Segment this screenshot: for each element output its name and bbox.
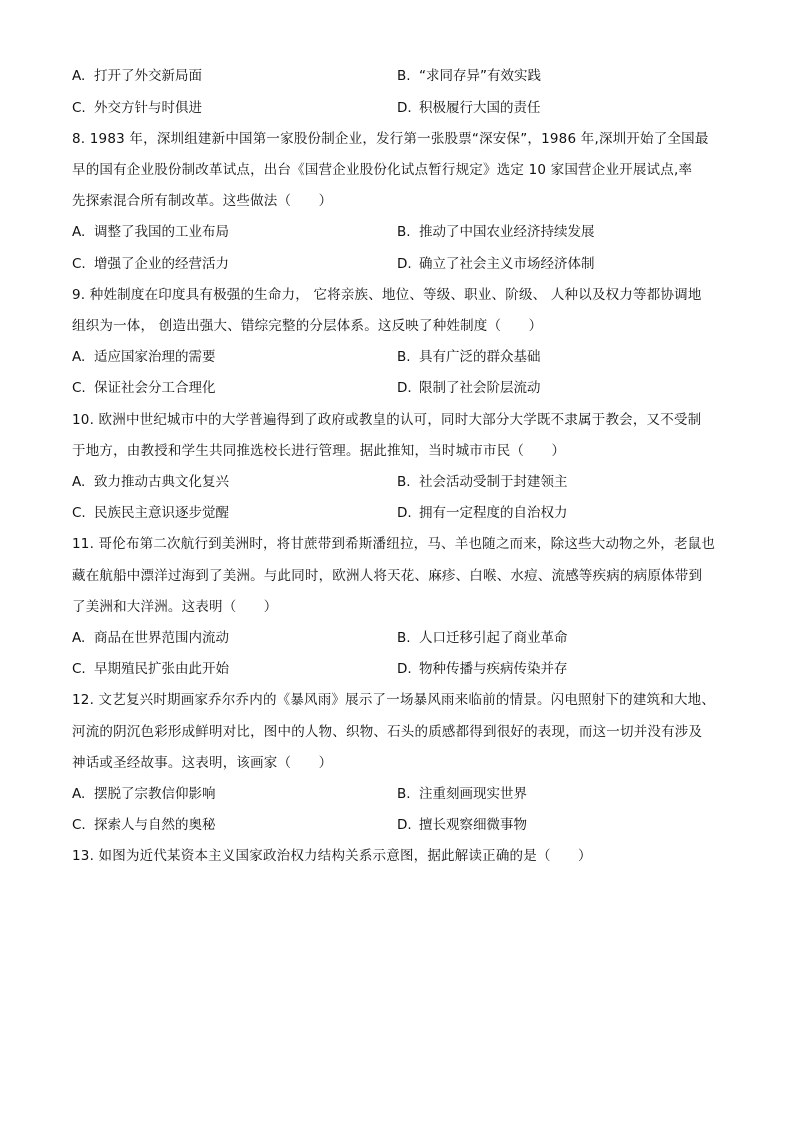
option-letter: B. bbox=[397, 68, 411, 84]
q11-option-b bbox=[397, 628, 568, 648]
option-text: 外交方针与时俱进 bbox=[94, 100, 202, 116]
option-text: 物种传播与疾病传染并存 bbox=[419, 661, 568, 677]
option-text: 调整了我国的工业布局 bbox=[94, 224, 229, 240]
option-text: 适应国家治理的需要 bbox=[94, 349, 216, 365]
option-letter: C. bbox=[72, 817, 86, 833]
option-text: 人口迁移引起了商业革命 bbox=[419, 630, 568, 646]
q7-option-d bbox=[397, 98, 541, 118]
option-letter: C. bbox=[72, 661, 86, 677]
option-letter: D. bbox=[397, 100, 412, 116]
option-letter: B. bbox=[397, 474, 411, 490]
q10-option-c bbox=[72, 503, 229, 523]
option-text: 具有广泛的群众基础 bbox=[419, 349, 541, 365]
q12-stem-line-1: 12. 文艺复兴时期画家乔尔乔内的《暴风雨》展示了一场暴风雨来临前的情景。闪电照射下的建筑和大地、 bbox=[72, 692, 716, 708]
option-text: 致力推动古典文化复兴 bbox=[94, 474, 229, 490]
option-text: 擅长观察细微事物 bbox=[419, 817, 527, 833]
q12-stem-line-2: 河流的阴沉色彩形成鲜明对比，图中的人物、织物、石头的质感都得到很好的表现，而这一切并没有涉及 bbox=[72, 724, 703, 740]
q7-option-a bbox=[72, 66, 202, 86]
q9-option-d bbox=[397, 378, 541, 398]
option-text: 摆脱了宗教信仰影响 bbox=[94, 786, 216, 802]
q11-stem-line-1: 11. 哥伦布第二次航行到美洲时，将甘蔗带到希斯潘纽拉，马、羊也随之而来，除这些大动物之外，老鼠也 bbox=[72, 536, 716, 552]
option-text: 积极履行大国的责任 bbox=[419, 100, 541, 116]
q9-option-a bbox=[72, 347, 216, 367]
option-text: 确立了社会主义市场经济体制 bbox=[419, 256, 595, 272]
q11-option-d bbox=[397, 659, 568, 679]
option-letter: D. bbox=[397, 817, 412, 833]
q11-stem-line-3: 了美洲和大洋洲。这表明（ ） bbox=[72, 599, 278, 615]
option-text: 社会活动受制于封建领主 bbox=[419, 474, 568, 490]
q10-stem-line-1: 10. 欧洲中世纪城市中的大学普遍得到了政府或教皇的认可，同时大部分大学既不隶属于教会，又不受制 bbox=[72, 412, 702, 428]
option-letter: B. bbox=[397, 630, 411, 646]
option-letter: A. bbox=[72, 68, 86, 84]
option-letter: C. bbox=[72, 256, 86, 272]
option-text: 限制了社会阶层流动 bbox=[419, 380, 541, 396]
q12-option-b bbox=[397, 784, 527, 804]
q9-stem-line-1: 9. 种姓制度在印度具有极强的生命力， 它将亲族、地位、等级、职业、阶级、 人种以及权力等都协调地 bbox=[72, 287, 702, 303]
q9-option-c bbox=[72, 378, 216, 398]
option-letter: C. bbox=[72, 380, 86, 396]
option-letter: D. bbox=[397, 256, 412, 272]
option-letter: C. bbox=[72, 100, 86, 116]
option-text: 增强了企业的经营活力 bbox=[94, 256, 229, 272]
q7-option-c bbox=[72, 98, 202, 118]
option-letter: A. bbox=[72, 349, 86, 365]
option-text: “求同存异”有效实践 bbox=[419, 68, 541, 84]
option-letter: B. bbox=[397, 224, 411, 240]
option-letter: A. bbox=[72, 474, 86, 490]
option-letter: A. bbox=[72, 224, 86, 240]
q11-stem-line-2: 藏在航船中漂洋过海到了美洲。与此同时，欧洲人将天花、麻疹、白喉、水痘、流感等疾病的病原体带到 bbox=[72, 568, 703, 584]
option-letter: C. bbox=[72, 505, 86, 521]
q8-option-d bbox=[397, 254, 595, 274]
q8-stem-line-3: 先探索混合所有制改革。这些做法（ ） bbox=[72, 193, 333, 209]
option-text: 拥有一定程度的自治权力 bbox=[419, 505, 568, 521]
option-text: 商品在世界范围内流动 bbox=[94, 630, 229, 646]
option-text: 注重刻画现实世界 bbox=[419, 786, 527, 802]
q10-option-b bbox=[397, 472, 568, 492]
q8-stem-line-2: 早的国有企业股份制改革试点，出台《国营企业股份化试点暂行规定》选定 10 家国营企业开展试点,率 bbox=[72, 162, 693, 178]
q9-stem-line-2: 组织为一体， 创造出强大、错综完整的分层体系。这反映了种姓制度（ ） bbox=[72, 318, 543, 334]
q8-option-a bbox=[72, 222, 229, 242]
option-text: 民族民主意识逐步觉醒 bbox=[94, 505, 229, 521]
q9-option-b bbox=[397, 347, 541, 367]
q13-stem-line-1: 13. 如图为近代某资本主义国家政治权力结构关系示意图，据此解读正确的是（ ） bbox=[72, 848, 592, 864]
q7-option-b bbox=[397, 66, 541, 86]
option-letter: A. bbox=[72, 786, 86, 802]
q11-option-c bbox=[72, 659, 229, 679]
option-text: 保证社会分工合理化 bbox=[94, 380, 216, 396]
option-letter: D. bbox=[397, 661, 412, 677]
option-letter: B. bbox=[397, 349, 411, 365]
q12-option-a bbox=[72, 784, 216, 804]
q8-stem-line-1: 8. 1983 年，深圳组建新中国第一家股份制企业，发行第一张股票“深安保”，1986 年,深圳开始了全国最 bbox=[72, 131, 709, 147]
option-letter: D. bbox=[397, 505, 412, 521]
q8-option-b bbox=[397, 222, 595, 242]
option-letter: A. bbox=[72, 630, 86, 646]
option-letter: B. bbox=[397, 786, 411, 802]
q12-option-d bbox=[397, 815, 527, 835]
q10-stem-line-2: 于地方，由教授和学生共同推选校长进行管理。据此推知，当时城市市民（ ） bbox=[72, 443, 566, 459]
q11-option-a bbox=[72, 628, 229, 648]
q12-stem-line-3: 神话或圣经故事。这表明，该画家（ ） bbox=[72, 755, 333, 771]
q8-option-c bbox=[72, 254, 229, 274]
q12-option-c bbox=[72, 815, 216, 835]
option-text: 探索人与自然的奥秘 bbox=[94, 817, 216, 833]
option-text: 推动了中国农业经济持续发展 bbox=[419, 224, 595, 240]
q10-option-d bbox=[397, 503, 568, 523]
option-letter: D. bbox=[397, 380, 412, 396]
option-text: 早期殖民扩张由此开始 bbox=[94, 661, 229, 677]
q10-option-a bbox=[72, 472, 229, 492]
option-text: 打开了外交新局面 bbox=[94, 68, 202, 84]
